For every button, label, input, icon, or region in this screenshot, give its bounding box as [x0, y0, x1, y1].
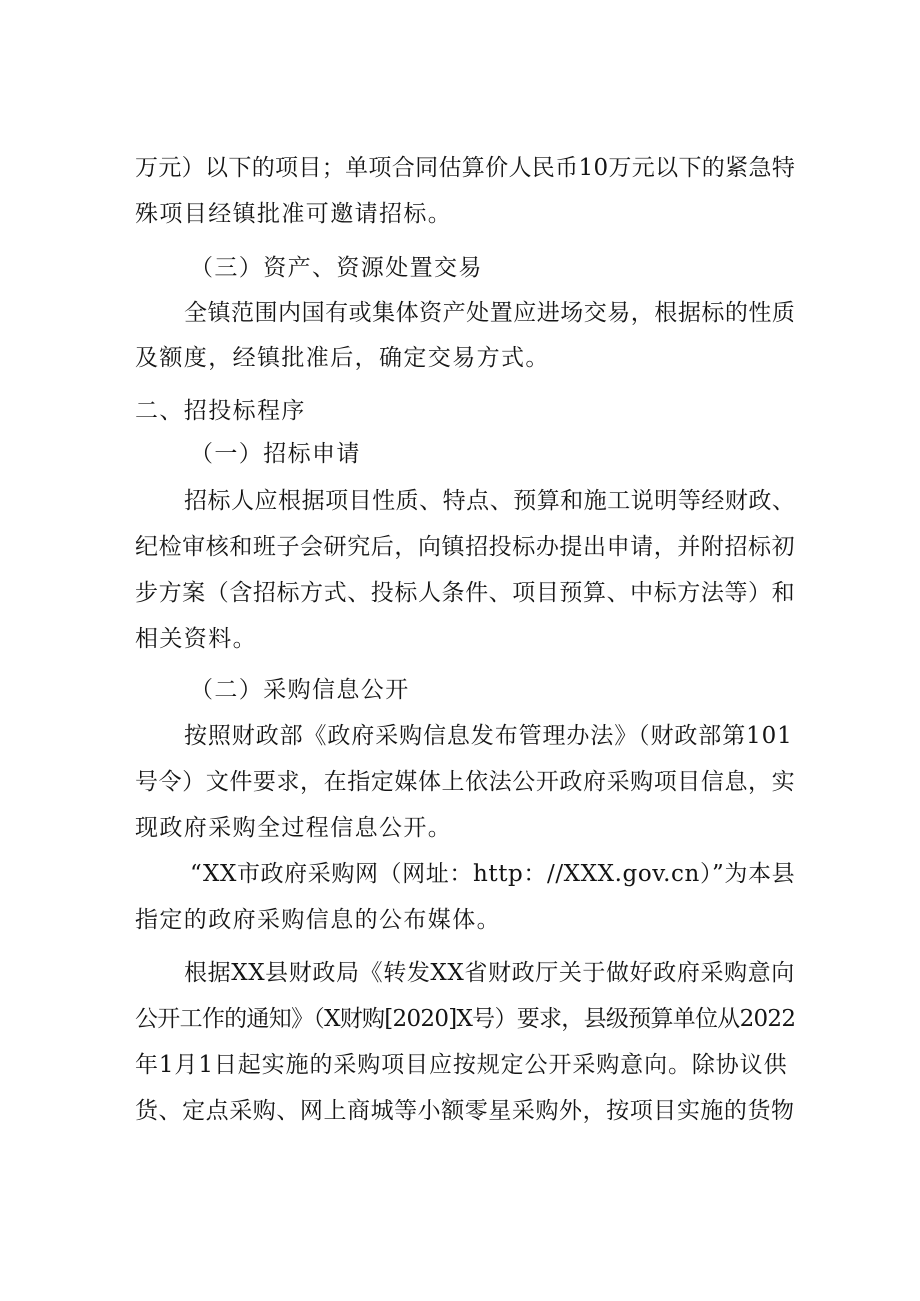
body-text-line: 货、定点采购、网上商城等小额零星采购外，按项目实施的货物 [135, 1098, 795, 1124]
body-text-line: 现政府采购全过程信息公开。 [135, 815, 453, 841]
body-text-line: 号令）文件要求，在指定媒体上依法公开政府采购项目信息，实 [135, 769, 796, 795]
body-text-line: 公开工作的通知》（X财购[2020]X号）要求，县级预算单位从2022 [135, 1006, 796, 1032]
body-text-line: 殊项目经镇批准可邀请招标。 [135, 201, 453, 227]
body-text-line: 相关资料。 [135, 626, 257, 652]
body-text-line: 年1月1日起实施的采购项目应按规定公开采购意向。除协议供 [135, 1052, 788, 1078]
body-text-line: 纪检审核和班子会研究后，向镇招投标办提出申请，并附招标初 [135, 534, 796, 560]
body-text-line: 根据XX县财政局《转发XX省财政厅关于做好政府采购意向 [184, 960, 795, 986]
body-text-line: “XX市政府采购网（网址：http：//XXX.gov.cn）”为本县 [190, 861, 796, 887]
body-text-line: 及额度，经镇批准后，确定交易方式。 [135, 345, 550, 371]
section-heading: 二、招投标程序 [135, 398, 306, 424]
subsection-heading: （三）资产、资源处置交易 [190, 255, 483, 281]
body-text-line: 步方案（含招标方式、投标人条件、项目预算、中标方法等）和 [135, 580, 796, 606]
body-text-line: 招标人应根据项目性质、特点、预算和施工说明等经财政、 [184, 488, 796, 514]
body-text-line: 按照财政部《政府采购信息发布管理办法》（财政部第101 [184, 723, 793, 749]
body-text-line: 指定的政府采购信息的公布媒体。 [135, 907, 501, 933]
body-text-line: 全镇范围内国有或集体资产处置应进场交易，根据标的性质 [184, 300, 796, 326]
body-text-line: 万元）以下的项目；单项合同估算价人民币10万元以下的紧急特 [135, 155, 796, 181]
subsection-heading: （二）采购信息公开 [190, 677, 410, 703]
subsection-heading: （一）招标申请 [190, 441, 361, 467]
